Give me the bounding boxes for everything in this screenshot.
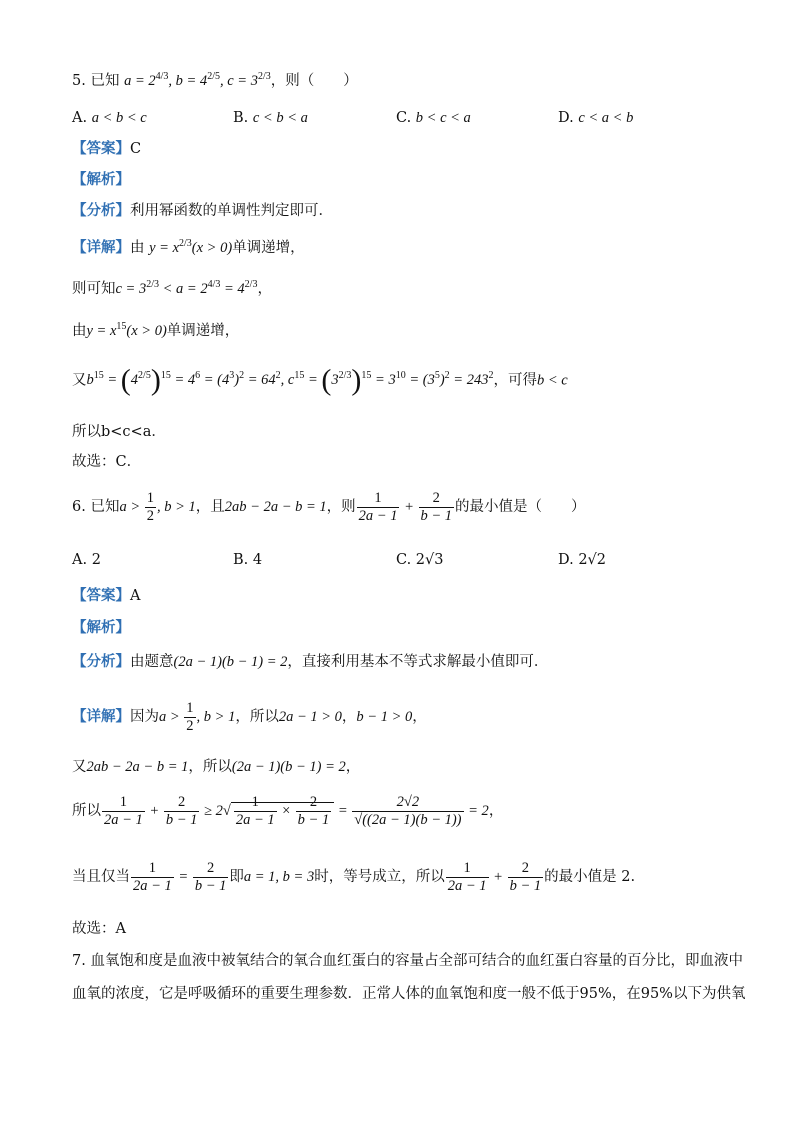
q5-option-b: B. c < b < a [233,110,308,126]
q7-line-1: 7. 血氧饱和度是血液中被氧结合的氧合血红蛋白的容量占全部可结合的血红蛋白容量的百分比，即血液中 [72,953,743,969]
q5-conclusion: 故选：C． [72,454,142,470]
q5-detail-5: 所以b<c<a． [72,424,166,440]
q5-answer: 【答案】C [72,140,142,157]
q6-detail-1: 【详解】因为a > $\frac{1}{2}$ , b > 1，所以2a − 1 > 0，b − 1 > 0， [72,700,427,735]
q6-fenxi: 【分析】由题意(2a − 1)(b − 1) = 2，直接利用基本不等式求解最小值即可． [72,653,549,670]
q5-fenxi: 【分析】利用幂函数的单调性判定即可． [72,202,333,219]
q6-option-b: B. 4 [233,552,263,568]
q5-option-a: A. a < b < c [72,110,147,126]
q6-detail-2: 又2ab − 2a − b = 1，所以(2a − 1)(b − 1) = 2， [72,759,361,775]
q5-detail-4: 又$b^{15} = (4^{2/5})^{15} = 4^6 = (4^3)^2 = 64^2$, $c^{15} = (3^{2/3})^{15} = 3^{10} = (3^5)^2 = 243^2$，可得b < c [72,364,568,397]
q6-analysis-tag: 【解析】 [72,619,130,636]
q5-option-c: C. b < c < a [396,110,471,126]
q7-line-2: 血氧的浓度，它是呼吸循环的重要生理参数．正常人体的血氧饱和度一般不低于95%，在95%以下为供氧 [72,986,746,1002]
q6-detail-4: 当且仅当 $\frac{1}{2a - 1}$ = $\frac{2}{b - 1}$ 即a = 1, b = 3时，等号成立，所以 $\frac{1}{2a - 1}$ + $\frac{2}{b - 1}$ 的最小值是 2. [72,860,636,895]
q6-option-d: D. 2√2 [558,552,607,568]
q6-detail-3: 所以 $\frac{1}{2a - 1}$ + $\frac{2}{b - 1}$ ≥ 2√ $\frac{1}{2a - 1}$ × $\frac{2}{b - 1}$ = $\frac{2√2}{√((2a - 1)(b - 1))}$ = 2， [72,794,504,829]
q6-stem: 6. 已知a > $\frac{1}{2}$ , b > 1，且2ab − 2a − b = 1，则 $\frac{1}{2a - 1}$ + $\frac{2}{b - 1}$ 的最小值是（ ） [72,490,586,525]
q5-detail-2: 则可知$c = 3^{2/3} < a = 2^{4/3} = 4^{2/3}$， [72,279,272,297]
q6-option-c: C. 2√3 [396,552,444,568]
q5-formula: $a = 2^{4/3}$, $b = 4^{2/5}$, $c = 3^{2/3}$ [124,71,271,89]
q5-option-d: D. c < a < b [558,110,634,126]
q6-answer: 【答案】A [72,587,141,604]
q6-conclusion: 故选：A [72,921,126,937]
q5-detail-1: 【详解】由 $y = x^{2/3}(x > 0)$单调递增， [72,238,305,256]
q5-detail-3: 由$y = x^{15}(x > 0)$单调递增， [72,321,240,339]
q5-analysis-tag: 【解析】 [72,171,130,188]
q6-option-a: A. 2 [72,552,101,568]
q5-stem: 5. 已知 $a = 2^{4/3}$, $b = 4^{2/5}$, $c = 3^{2/3}$，则（ ） [72,71,358,89]
